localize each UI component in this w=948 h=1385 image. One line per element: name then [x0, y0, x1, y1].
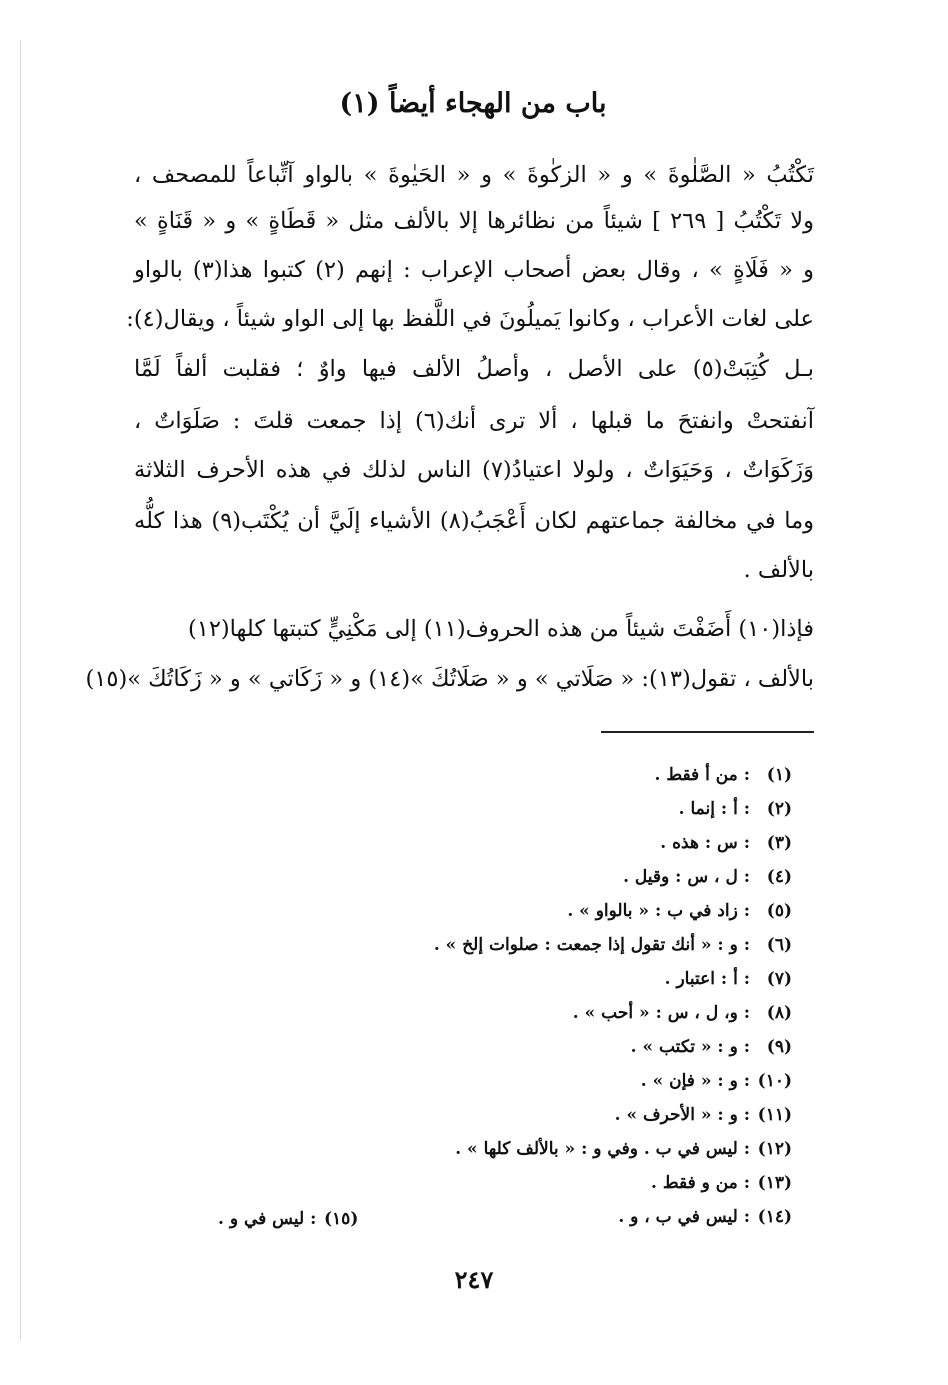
footnote: (٢): أ : إنما .: [678, 799, 792, 819]
page-edge-line: [20, 40, 21, 1340]
text-line: بـل كُتِبَتْ(٥) على الأصل ، وأصلُ الألف فيها واوٌ ؛ فقلبت ألفاً لَمَّا: [134, 356, 814, 382]
footnote: (٤): ل ، س : وقيل .: [623, 867, 792, 887]
text-line: آنفتحتْ وانفتحَ ما قبلها ، ألا ترى أنك(٦) إذا جمعت قلتَ : صَلَوَاتٌ ،: [134, 408, 814, 434]
footnote: (١): من أ فقط .: [654, 765, 792, 785]
footnote: (١٣): من و فقط .: [651, 1173, 792, 1193]
footnote: (١٢): ليس في ب . وفي و : « بالألف كلها » .: [455, 1139, 792, 1159]
footnote: (٨): و، ل ، س : « أحب » .: [572, 1003, 792, 1023]
footnote: (١١): و : « الأحرف » .: [614, 1105, 792, 1125]
chapter-title: باب من الهجاء أيضاً (١): [339, 88, 607, 119]
text-line: و « فَلَاةٍ » ، وقال بعض أصحاب الإعراب : إنهم (٢) كتبوا هذا(٣) بالواو: [134, 257, 814, 283]
text-line: وَزَكَوَاتٌ ، وَحَيَوَاتٌ ، ولولا اعتيادُ(٧) الناس لذلك في هذه الأحرف الثلاثة: [134, 457, 814, 483]
text-line: فإذا(١٠) أَضَفْتَ شيئاً من هذه الحروف(١١) إلى مَكْنِيٍّ كتبتها كلها(١٢): [187, 616, 814, 642]
text-line: ولا تَكْتُبُ [ ٢٦٩ ] شيئاً من نظائرها إلا بالألف مثل « قَطَاةٍ » و « قَنَاةٍ »: [134, 208, 814, 234]
text-line: تَكْتُبُ « الصَّلٰوةَ » و « الزكٰوةَ » و « الحَيٰوةَ » بالواو آتِّباعاً للمصحف ،: [134, 162, 814, 188]
footnote: (٦): و : « أنك تقول إذا جمعت : صلوات إلخ » .: [433, 935, 792, 955]
text-line: بالألف .: [743, 557, 814, 583]
footnote: (٧): أ : اعتبار .: [664, 969, 792, 989]
footnote: (١٤): ليس في ب ، و .: [618, 1207, 792, 1227]
footnote-separator: [601, 731, 814, 733]
footnote: (١٠): و : « فإن » .: [640, 1071, 792, 1091]
page-number: ٢٤٧: [454, 1265, 494, 1294]
footnote: (٣): س : هذه .: [660, 833, 792, 853]
text-line: بالألف ، تقول(١٣): « صَلَاتي » و « صَلَاتُكَ »(١٤) و « زَكَاتي » و « زَكَاتُكَ »(١٥): [85, 666, 814, 692]
text-line: على لغات الأعراب ، وكانوا يَميلُونَ في اللَّفظ بها إلى الواو شيئاً ، ويقال(٤):: [126, 306, 814, 332]
footnote: (٥): زاد في ب : « بالواو » .: [567, 901, 792, 921]
footnote: (١٥): ليس في و .: [218, 1209, 359, 1229]
footnote: (٩): و : « تكتب » .: [630, 1037, 792, 1057]
text-line: وما في مخالفة جماعتهم لكان أَعْجَبُ(٨) الأشياء إلَيَّ أن يُكْتَب(٩) هذا كلُّه: [134, 508, 815, 534]
